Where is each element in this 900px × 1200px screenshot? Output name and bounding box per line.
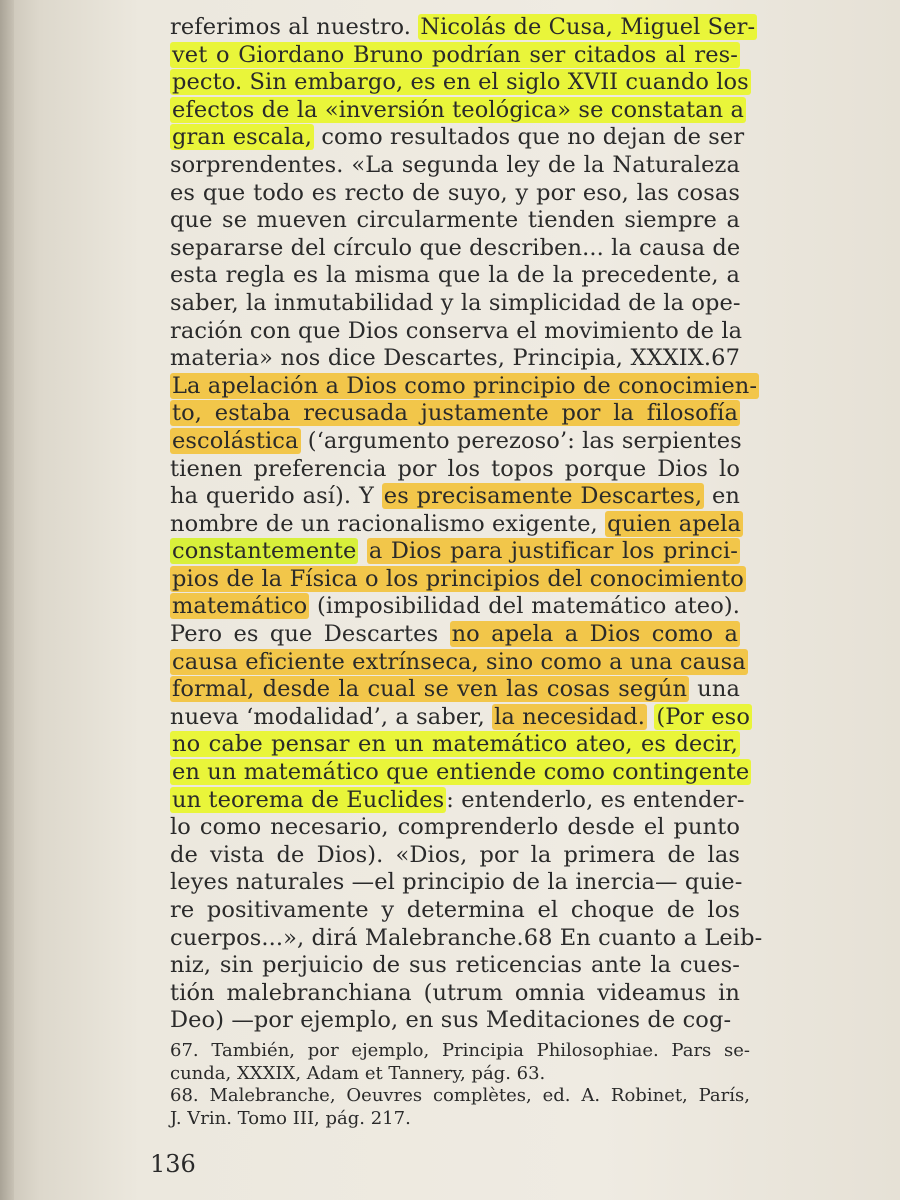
highlight-mark: La apelación a Dios como principio de conocimien- — [172, 372, 758, 399]
highlight-mark: pios de la Física o los principios del conocimiento — [172, 565, 744, 592]
highlight-mark: escolástica — [172, 427, 299, 454]
text-line: es que todo es recto de suyo, y por eso, las cosas — [170, 179, 740, 206]
text-line: formal, desde la cual se ven las cosas según una — [172, 676, 740, 703]
text-line: nombre de un racionalismo exigente, quien apela — [170, 510, 741, 537]
highlight-mark: to, estaba recusada justamente por la filosofía — [172, 400, 738, 427]
text-line: sorprendentes. «La segunda ley de la Naturaleza — [170, 151, 740, 178]
footnotes — [170, 1040, 750, 1130]
highlight-mark: efectos de la «inversión teológica» se constatan a — [172, 96, 744, 123]
highlight-mark: formal, desde la cual se ven las cosas según — [172, 676, 688, 703]
highlight-mark: un teorema de Euclides — [172, 786, 445, 813]
page-gutter-shadow — [0, 0, 14, 1200]
text-line: escolástica (‘argumento perezoso’: las serpientes — [172, 427, 742, 454]
highlight-mark: pecto. Sin embargo, es en el siglo XVII cuando los — [172, 69, 749, 96]
text-line — [170, 42, 740, 70]
footnote-line: cunda, XXXIX, Adam et Tannery, pág. 63. — [170, 1062, 546, 1084]
text-line: tienen preferencia por los topos porque Dios lo — [170, 455, 740, 482]
highlight-mark: no cabe pensar en un matemático ateo, es decir, — [172, 731, 738, 758]
highlight-mark: no apela a Dios como a — [451, 621, 738, 648]
text-line — [170, 648, 746, 677]
text-line: ración con que Dios conserva el movimiento de la — [170, 317, 743, 344]
footnote-line: J. Vrin. Tomo III, pág. 217. — [170, 1107, 411, 1129]
text-line — [170, 69, 749, 97]
highlight-mark: en un matemático que entiende como contingente — [172, 759, 750, 786]
text-line: que se mueven circularmente tienden siempre a — [170, 207, 740, 234]
text-line: nueva ‘modalidad’, a saber, la necesidad. (Por eso — [170, 703, 750, 730]
text-line: un teorema de Euclides: entenderlo, es entender- — [172, 786, 745, 813]
text-line — [170, 538, 740, 566]
footnote-line: 68. Malebranche, Oeuvres complètes, ed. A. Robinet, París, — [170, 1085, 750, 1106]
highlight-mark: a Dios para justificar los princi- — [368, 538, 738, 565]
highlight-mark: quien apela — [607, 510, 741, 537]
text-line: matemático (imposibilidad del matemático ateo). — [172, 593, 740, 620]
text-line: materia» nos dice Descartes, Principia, XXXIX.67 — [170, 345, 740, 372]
text-line: Deo) —por ejemplo, en sus Meditaciones de cog- — [170, 1007, 732, 1034]
highlight-mark: Nicolás de Cusa, Miguel Ser- — [420, 14, 756, 40]
text-line: de vista de Dios). «Dios, por la primera de las — [170, 841, 740, 868]
text-line: leyes naturales —el principio de la inercia— quie- — [170, 869, 743, 896]
highlight-mark: gran escala, — [172, 124, 313, 151]
text-line: saber, la inmutabilidad y la simplicidad de la ope- — [170, 289, 741, 316]
text-line: cuerpos...», dirá Malebranche.68 En cuanto a Leib- — [170, 924, 763, 951]
text-line: esta regla es la misma que la de la precedente, a — [170, 262, 740, 289]
text-line — [170, 372, 758, 401]
highlight-mark: constantemente — [172, 538, 357, 565]
footnote-line: 67. También, por ejemplo, Principia Philosophiae. Pars se- — [170, 1040, 750, 1061]
highlight-mark: es precisamente Descartes, — [383, 483, 703, 510]
highlight-mark: matemático — [172, 593, 308, 620]
text-line: referimos al nuestro. Nicolás de Cusa, Miguel Ser- — [170, 14, 756, 40]
text-line: Pero es que Descartes no apela a Dios como a — [170, 621, 738, 648]
text-line — [170, 731, 740, 759]
text-line: separarse del círculo que describen... la causa de — [170, 234, 741, 261]
text-line: lo como necesario, comprenderlo desde el punto — [170, 814, 740, 841]
text-line: re positivamente y determina el choque de los — [170, 897, 740, 923]
page-number: 136 — [150, 1150, 196, 1178]
text-line: tión malebranchiana (utrum omnia videamus in — [170, 979, 740, 1006]
text-line: gran escala, como resultados que no dejan de ser — [172, 124, 745, 151]
text-line — [170, 96, 744, 125]
main-body-text — [170, 14, 763, 1035]
highlight-mark: vet o Giordano Bruno podrían ser citados al res- — [172, 41, 738, 68]
text-line: niz, sin perjuicio de sus reticencias ante la cues- — [170, 952, 740, 979]
text-line — [170, 565, 744, 594]
highlight-mark: (Por eso — [656, 703, 750, 730]
text-line: ha querido así). Y es precisamente Descartes, en — [170, 483, 741, 510]
text-line — [170, 759, 750, 787]
highlight-mark: causa eficiente extrínseca, sino como a una causa — [172, 648, 746, 675]
text-line — [170, 400, 740, 428]
highlight-mark: la necesidad. — [494, 703, 646, 730]
